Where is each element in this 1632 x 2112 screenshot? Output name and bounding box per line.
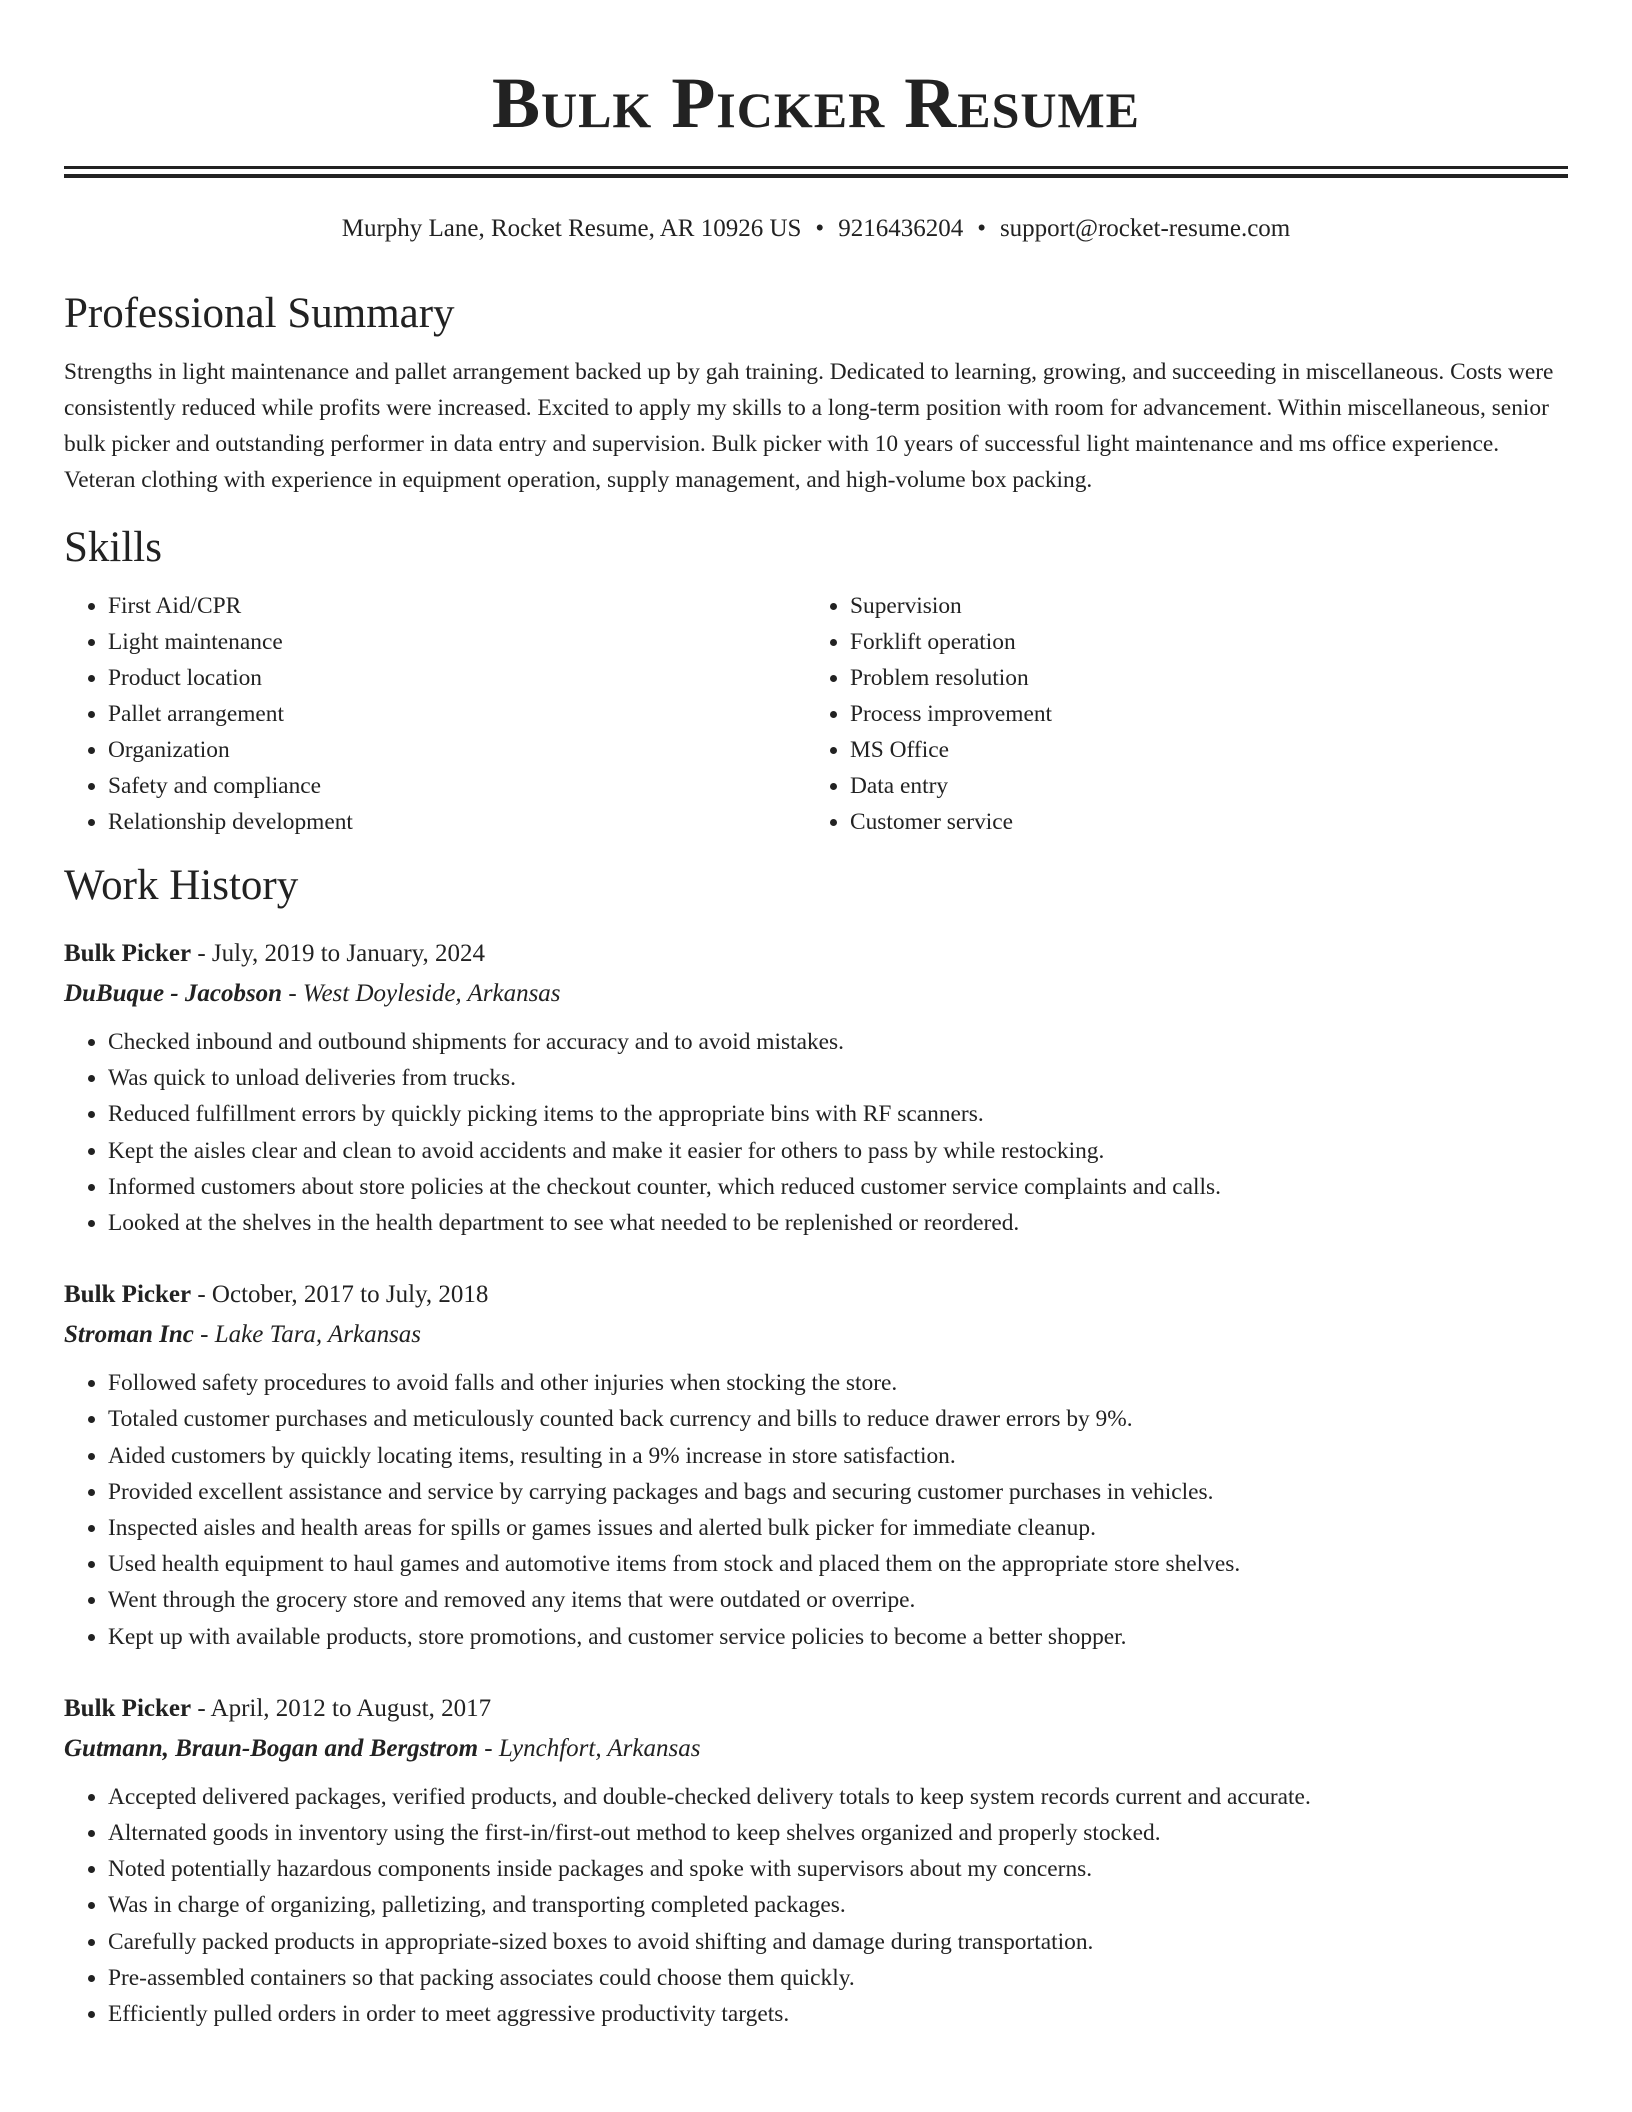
skills-heading: Skills — [64, 524, 162, 571]
job-company-line — [64, 1315, 1568, 1355]
contact-phone: 9216436204 — [838, 215, 964, 242]
job-entry — [64, 1275, 1568, 1655]
resume-title: Bulk Picker Resume — [491, 63, 1141, 143]
skill-item: • Light maintenance — [108, 624, 806, 660]
skill-item: • Product location — [108, 660, 806, 696]
job-role: Bulk Picker — [64, 1694, 192, 1722]
job-location: - Lake Tara, Arkansas — [193, 1321, 422, 1349]
skill-item: • Pallet arrangement — [108, 696, 806, 732]
job-title-line — [64, 934, 1568, 974]
title-rule-top — [64, 166, 1568, 169]
job-bullets — [64, 1365, 1568, 1655]
job-location: - West Doyleside, Arkansas — [282, 980, 561, 1007]
job-bullet: • Accepted delivered packages, verified products, and double-checked delivery totals to keep system records current and accurate. — [108, 1779, 1568, 1815]
job-company-line — [64, 1729, 1568, 1769]
job-bullet: • Checked inbound and outbound shipments for accuracy and to avoid mistakes. — [108, 1024, 1568, 1060]
job-company: Gutmann, Braun-Bogan and Bergstrom — [64, 1734, 479, 1762]
job-bullet: • Provided excellent assistance and service by carrying packages and bags and securing customer purchases in vehicles. — [108, 1474, 1568, 1510]
skills-list-right — [806, 588, 1548, 840]
skills-columns — [64, 588, 1568, 840]
job-bullet: • Kept up with available products, store promotions, and customer service policies to become a better shopper. — [108, 1619, 1568, 1655]
summary-heading: Professional Summary — [64, 290, 455, 337]
work-history-heading: Work History — [64, 862, 299, 909]
skill-item: • Relationship development — [108, 804, 806, 840]
job-bullet: • Kept the aisles clear and clean to avoid accidents and make it easier for others to pass by while restocking. — [108, 1133, 1568, 1169]
job-bullet: • Went through the grocery store and removed any items that were outdated or overripe. — [108, 1582, 1568, 1618]
job-bullet: • Was quick to unload deliveries from trucks. — [108, 1060, 1568, 1096]
job-location: - Lynchfort, Arkansas — [478, 1734, 701, 1762]
job-title-line — [64, 1689, 1568, 1729]
job-bullet: • Followed safety procedures to avoid falls and other injuries when stocking the store. — [108, 1365, 1568, 1401]
job-role: Bulk Picker — [64, 1281, 192, 1309]
skill-item: • Safety and compliance — [108, 768, 806, 804]
skill-item: • Data entry — [850, 768, 1548, 804]
job-bullet: • Informed customers about store policies at the checkout counter, which reduced customer service complaints and calls. — [108, 1169, 1568, 1205]
job-bullet: • Used health equipment to haul games and automotive items from stock and placed them on the appropriate store shelves. — [108, 1546, 1568, 1582]
job-dates: - July, 2019 to January, 2024 — [191, 940, 486, 967]
contact-separator: • — [815, 215, 825, 242]
title-rule-bottom — [64, 174, 1568, 178]
job-bullet: • Noted potentially hazardous components inside packages and spoke with supervisors about my concerns. — [108, 1851, 1568, 1887]
job-company-line — [64, 974, 1568, 1014]
job-entry — [64, 1689, 1568, 2032]
job-entry — [64, 934, 1568, 1241]
job-bullet: • Efficiently pulled orders in order to meet aggressive productivity targets. — [108, 1996, 1568, 2032]
contact-email: support@rocket-resume.com — [999, 215, 1291, 242]
summary-text: Strengths in light maintenance and pallet arrangement backed up by gah training. Dedicated to learning, growing, and succeeding in miscellaneous. Costs were consistently reduced while profits were increased. Excited to apply my skills to a long-term position with room for advancement. Within miscellaneous, senior bulk picker and outstanding performer in data entry and supervision. Bulk picker with 10 years of successful light maintenance and ms office experience. Veteran clothing with experience in equipment operation, supply management, and high-volume box packing. — [64, 359, 1554, 493]
skill-item: • Process improvement — [850, 696, 1548, 732]
contact-address: Murphy Lane, Rocket Resume, AR 10926 US — [341, 215, 802, 242]
skill-item: • Problem resolution — [850, 660, 1548, 696]
job-bullet: • Was in charge of organizing, palletizing, and transporting completed packages. — [108, 1887, 1568, 1923]
contact-separator: • — [977, 215, 986, 242]
job-bullets — [64, 1779, 1568, 2032]
job-bullets — [64, 1024, 1568, 1241]
skill-item: • MS Office — [850, 732, 1548, 768]
job-bullet: • Pre-assembled containers so that packing associates could choose them quickly. — [108, 1960, 1568, 1996]
job-company: DuBuque - Jacobson — [64, 980, 283, 1007]
contact-line — [64, 214, 1568, 244]
skill-item: • First Aid/CPR — [108, 588, 806, 624]
job-bullet: • Reduced fulfillment errors by quickly picking items to the appropriate bins with RF scanners. — [108, 1096, 1568, 1132]
job-dates: - April, 2012 to August, 2017 — [191, 1694, 492, 1722]
job-dates: - October, 2017 to July, 2018 — [191, 1281, 489, 1309]
job-role: Bulk Picker — [64, 940, 192, 967]
skill-item: • Organization — [108, 732, 806, 768]
job-company: Stroman Inc — [64, 1321, 194, 1349]
job-bullet: • Inspected aisles and health areas for spills or games issues and alerted bulk picker for immediate cleanup. — [108, 1510, 1568, 1546]
skill-item: • Supervision — [850, 588, 1548, 624]
skills-list-left — [64, 588, 806, 840]
job-bullet: • Carefully packed products in appropriate-sized boxes to avoid shifting and damage during transportation. — [108, 1924, 1568, 1960]
job-bullet: • Aided customers by quickly locating items, resulting in a 9% increase in store satisfaction. — [108, 1438, 1568, 1474]
skill-item: • Forklift operation — [850, 624, 1548, 660]
skill-item: • Customer service — [850, 804, 1548, 840]
job-bullet: • Looked at the shelves in the health department to see what needed to be replenished or reordered. — [108, 1205, 1568, 1241]
job-title-line — [64, 1275, 1568, 1315]
job-bullet: • Alternated goods in inventory using the first-in/first-out method to keep shelves organized and properly stocked. — [108, 1815, 1568, 1851]
job-bullet: • Totaled customer purchases and meticulously counted back currency and bills to reduce drawer errors by 9%. — [108, 1401, 1568, 1437]
